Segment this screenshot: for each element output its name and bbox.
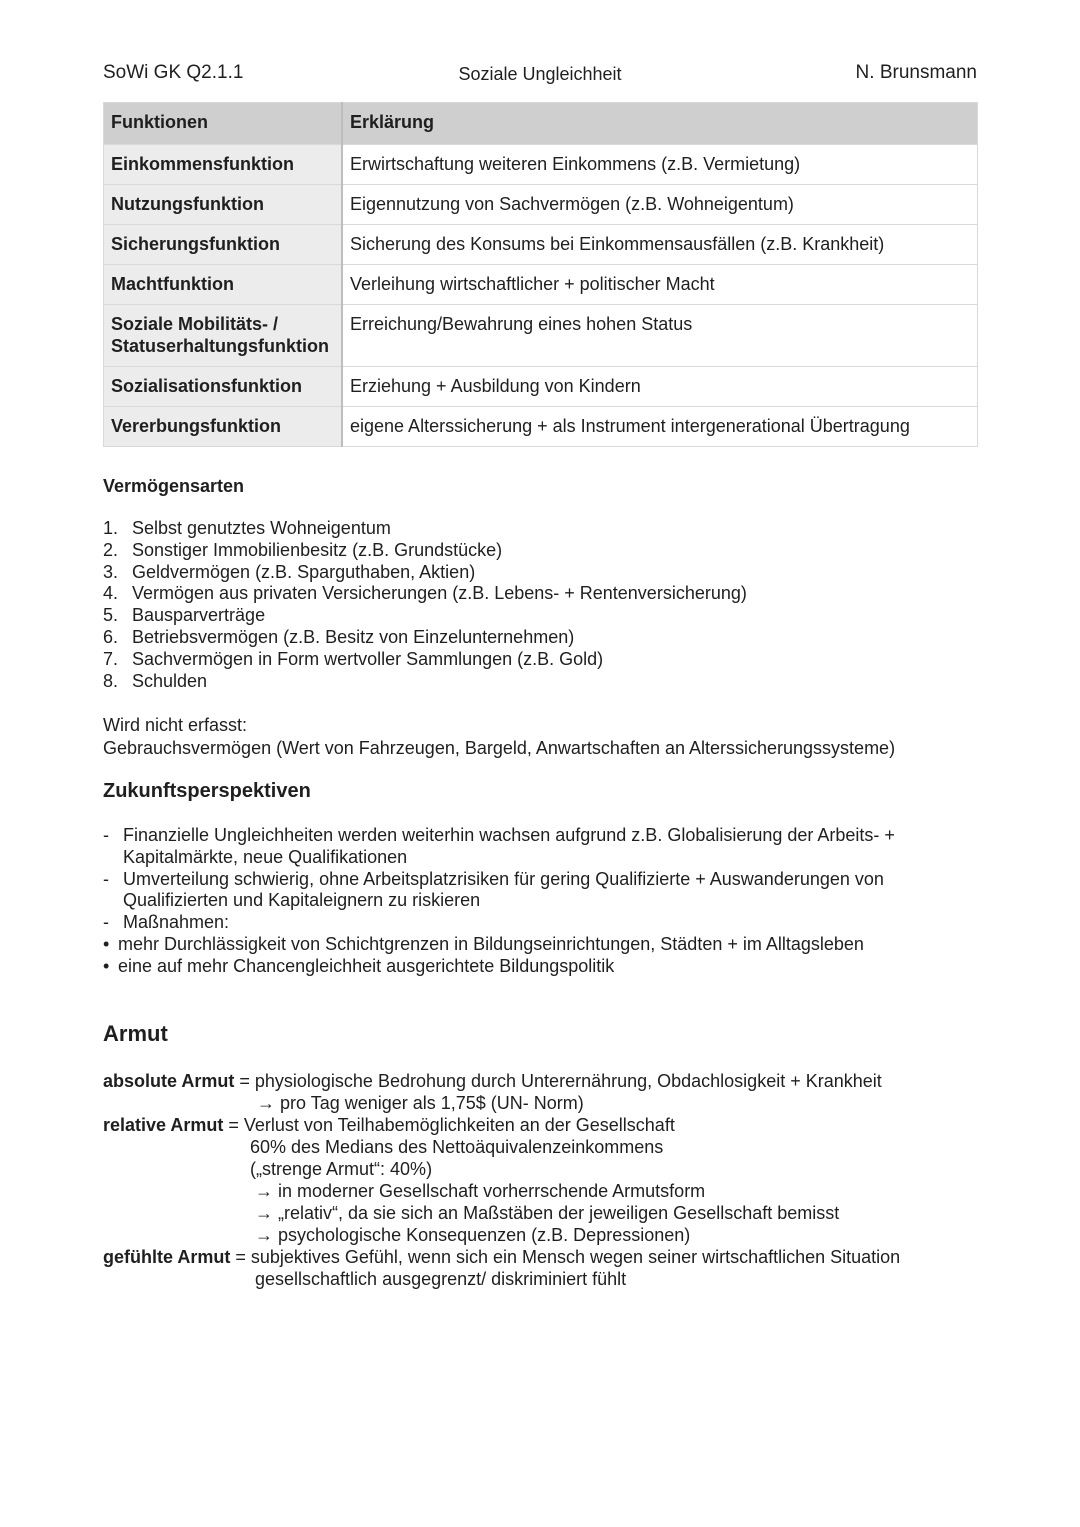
list-item [103, 605, 747, 627]
explanation-cell: Erreichung/Bewahrung eines hohen Status [342, 305, 978, 367]
term-relative: relative Armut [103, 1115, 224, 1135]
list-number: 6. [103, 626, 119, 647]
explanation-cell: Erziehung + Ausbildung von Kindern [342, 367, 978, 407]
section-title-zukunft: Zukunftsperspektiven [103, 780, 311, 802]
bullet-mark: • [103, 933, 110, 954]
section-title-vermoegensarten: Vermögensarten [103, 476, 245, 496]
list-item-text: Vermögen aus privaten Versicherungen (z.B. Lebens- + Rentenversicherung) [132, 583, 747, 604]
table-row [104, 145, 978, 185]
function-cell-line: Statuserhaltungsfunktion [111, 336, 330, 356]
definition-felt [103, 1246, 963, 1268]
table-row [104, 265, 978, 305]
table-row [104, 305, 978, 367]
list-item-text: Umverteilung schwierig, ohne Arbeitsplatzrisiken für gering Qualifizierte + Auswanderungen von Qualifizierten und Kapitaleignern zu riskieren [123, 868, 884, 911]
term-absolute: absolute Armut [103, 1071, 235, 1091]
list-item [103, 934, 923, 956]
function-cell-line: Soziale Mobilitäts- / [111, 314, 279, 334]
list-item-text: Betriebsvermögen (z.B. Besitz von Einzelunternehmen) [132, 626, 575, 647]
not-captured-note [103, 714, 895, 759]
list-item [103, 825, 923, 869]
list-item-text: Schulden [132, 670, 208, 691]
definition-note: → psychologische Konsequenzen (z.B. Depressionen) [255, 1225, 691, 1245]
list-item-text: eine auf mehr Chancengleichheit ausgerichtete Bildungspolitik [118, 955, 615, 976]
table-header-row [104, 103, 978, 145]
list-item-text: Sachvermögen in Form wertvoller Sammlungen (z.B. Gold) [132, 648, 604, 669]
table-header-cell: Funktionen [104, 103, 343, 145]
function-cell: Einkommensfunktion [104, 145, 343, 185]
bullet-mark: • [103, 955, 110, 976]
definition-relative [103, 1114, 963, 1136]
list-number: 7. [103, 648, 119, 669]
function-cell: Sozialisationsfunktion [104, 367, 343, 407]
not-captured-text: Gebrauchsvermögen (Wert von Fahrzeugen, Bargeld, Anwartschaften an Alterssicherungssysteme) [103, 737, 896, 758]
definition-line: („strenge Armut“: 40%) [250, 1159, 433, 1179]
not-captured-label: Wird nicht erfasst: [103, 715, 248, 735]
list-item [103, 583, 747, 605]
definition-line: 60% des Medians des Nettoäquivalenzeinkommens [250, 1137, 664, 1157]
list-item-text: Sonstiger Immobilienbesitz (z.B. Grundstücke) [132, 539, 503, 560]
explanation-cell: Verleihung wirtschaftlicher + politischer Macht [342, 265, 978, 305]
list-item-text: Geldvermögen (z.B. Sparguthaben, Aktien) [132, 561, 476, 582]
table-row [104, 225, 978, 265]
list-item-text: mehr Durchlässigkeit von Schichtgrenzen in Bildungseinrichtungen, Städten + im Alltagsleben [118, 933, 864, 954]
dash-mark: - [103, 825, 109, 845]
function-cell: Machtfunktion [104, 265, 343, 305]
table-row [104, 367, 978, 407]
definition-note: → „relativ“, da sie sich an Maßstäben der jeweiligen Gesellschaft bemisst [255, 1203, 840, 1223]
dash-mark: - [103, 912, 109, 933]
list-item [103, 956, 923, 978]
list-item [103, 627, 747, 649]
future-perspectives [103, 825, 923, 978]
definition-note: → in moderner Gesellschaft vorherrschende Armutsform [255, 1181, 706, 1201]
function-cell [104, 305, 343, 367]
dash-mark: - [103, 868, 109, 889]
definition-text: = Verlust von Teilhabemöglichkeiten an der Gesellschaft [228, 1115, 675, 1135]
list-number: 1. [103, 518, 119, 538]
explanation-cell: Erwirtschaftung weiteren Einkommens (z.B. Vermietung) [342, 145, 978, 185]
functions-table [103, 102, 978, 447]
definition-text: = subjektives Gefühl, wenn sich ein Mensch wegen seiner wirtschaftlichen Situation [235, 1247, 901, 1267]
asset-types-list [103, 518, 747, 692]
explanation-cell: Eigennutzung von Sachvermögen (z.B. Wohneigentum) [342, 185, 978, 225]
list-item-text: Maßnahmen: [123, 912, 230, 933]
course-label: SoWi GK Q2.1.1 [103, 62, 244, 83]
section-title-armut: Armut [103, 1021, 168, 1046]
function-cell: Nutzungsfunktion [104, 185, 343, 225]
list-item [103, 649, 747, 671]
table-header-cell: Erklärung [342, 103, 978, 145]
definition-text: = physiologische Bedrohung durch Unterernährung, Obdachlosigkeit + Krankheit [239, 1071, 882, 1091]
function-cell: Vererbungsfunktion [104, 407, 343, 447]
list-item [103, 540, 747, 562]
list-item [103, 869, 923, 913]
list-number: 4. [103, 583, 119, 604]
poverty-definitions [103, 1070, 963, 1290]
table-row [104, 185, 978, 225]
list-item [103, 912, 923, 934]
list-item [103, 562, 747, 584]
definition-line: gesellschaftlich ausgegrenzt/ diskriminiert fühlt [255, 1269, 627, 1289]
page-header [103, 62, 977, 88]
explanation-cell: eigene Alterssicherung + als Instrument intergenerational Übertragung [342, 407, 978, 447]
list-item [103, 671, 747, 693]
term-felt: gefühlte Armut [103, 1247, 231, 1267]
table-row [104, 407, 978, 447]
list-number: 5. [103, 605, 119, 626]
list-item-text: Selbst genutztes Wohneigentum [132, 518, 391, 538]
definition-absolute [103, 1070, 963, 1092]
list-item-text: Finanzielle Ungleichheiten werden weiterhin wachsen aufgrund z.B. Globalisierung der Arbeits- + Kapitalmärkte, neue Qualifikationen [123, 825, 895, 867]
explanation-cell: Sicherung des Konsums bei Einkommensausfällen (z.B. Krankheit) [342, 225, 978, 265]
list-number: 3. [103, 561, 119, 582]
list-item [103, 518, 747, 540]
definition-note: → pro Tag weniger als 1,75$ (UN- Norm) [257, 1093, 584, 1113]
list-item-text: Bausparverträge [132, 605, 266, 626]
list-number: 2. [103, 539, 119, 560]
list-number: 8. [103, 670, 119, 691]
topic-title: Soziale Ungleichheit [458, 64, 622, 84]
function-cell: Sicherungsfunktion [104, 225, 343, 265]
author-name: N. Brunsmann [855, 62, 977, 83]
